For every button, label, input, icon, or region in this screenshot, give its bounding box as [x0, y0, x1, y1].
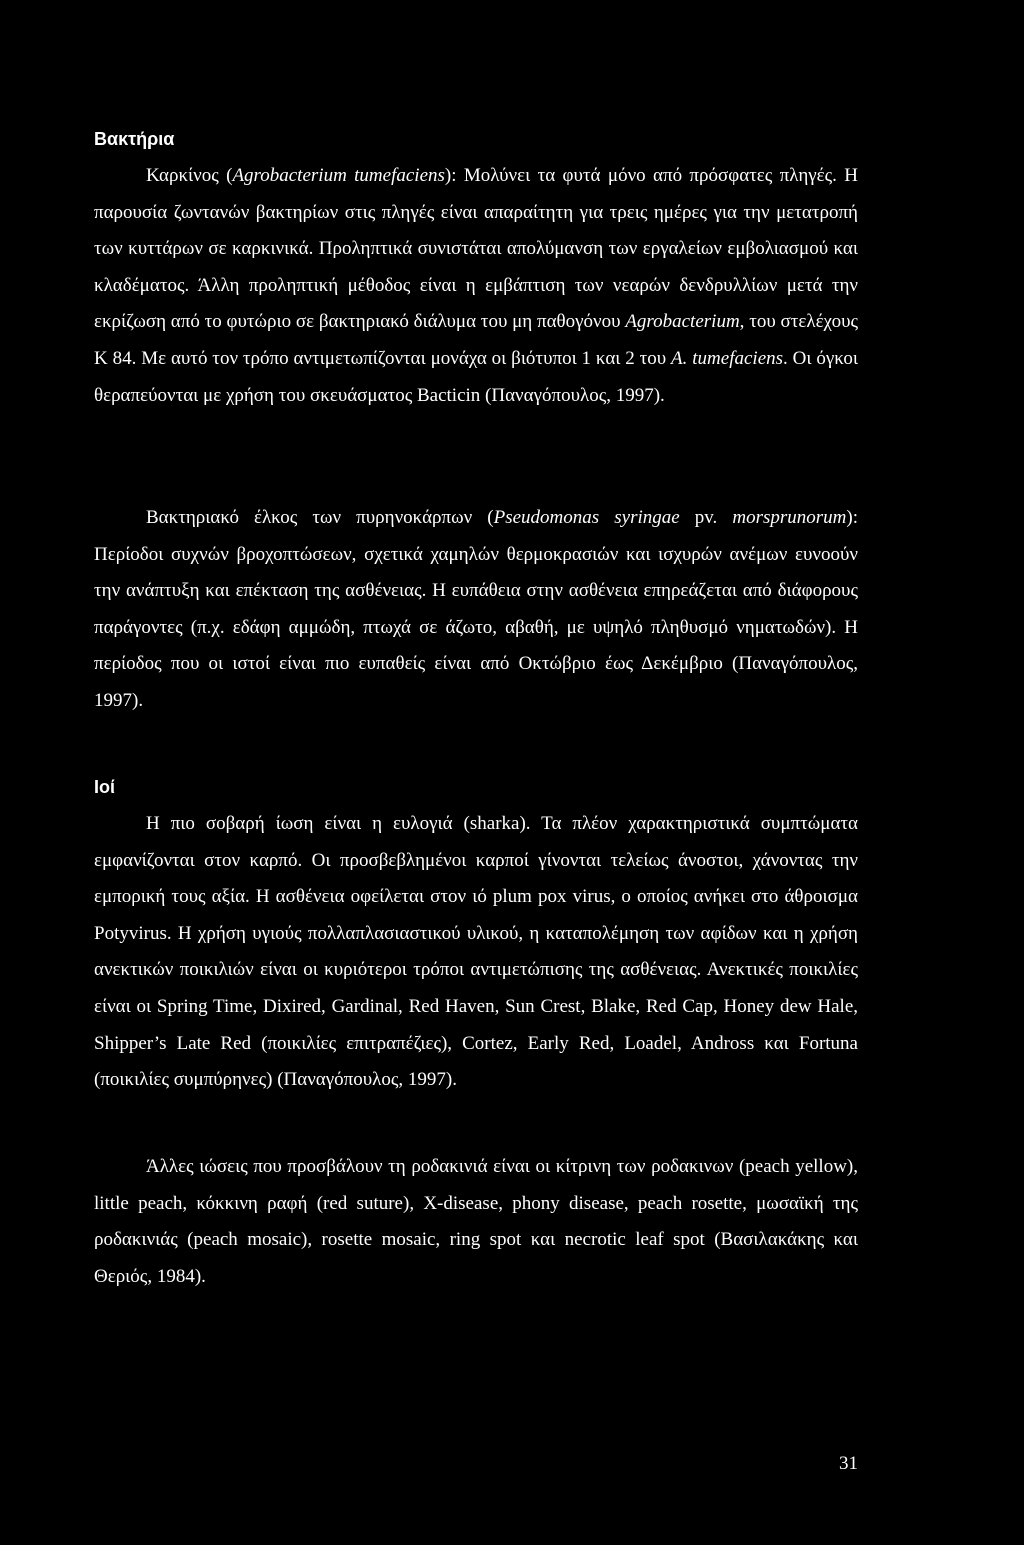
text-run: ): Περίοδοι συχνών βροχοπτώσεων, σχετικά χαμηλών θερμοκρασιών και ισχυρών ανέμων ευνοούν την ανάπτυξη και επέκταση της ασθένειας. Η ευπάθεια στην ασθένεια επηρεάζεται από διάφορους παράγοντες (π.χ. εδάφη αμμώδη, πτωχά σε άζωτο, αβαθή, με υψηλό πληθυσμό νηματωδών). Η περίοδος που οι ιστοί είναι πιο ευπαθείς είναι από Οκτώβριο έως Δεκέμβριο (Παναγόπουλος, 1997).	[94, 507, 858, 711]
italic-text-run: morsprunorum	[732, 507, 847, 528]
text-run: Βακτηριακό έλκος των πυρηνοκάρπων (	[146, 507, 494, 528]
italic-text-run: Pseudomonas syringae	[493, 507, 680, 528]
italic-text-run: Agrobacterium	[625, 311, 740, 333]
text-run: ): Μολύνει τα φυτά μόνο από πρόσφατες πληγές. Η παρουσία ζωντανών βακτηρίων στις πληγές είναι απαραίτητη για τρεις ημέρες για την μετατροπή των κυττάρων σε καρκινικά. Προληπτικά συνιστάται απολύμανση των εργαλείων εμβολιασμού και κλαδέματος. Άλλη προληπτική μέθοδος είναι η εμβάπτιση των νεαρών δενδρυλλίων μετά την εκρίζωση από το φυτώριο σε βακτηριακό διάλυμα του μη παθογόνου	[94, 165, 858, 333]
text-run: pv.	[679, 507, 733, 528]
paragraph-crown-gall	[94, 158, 858, 414]
text-run: Καρκίνος (	[146, 165, 233, 186]
italic-text-run: A. tumefaciens	[671, 347, 784, 369]
heading-viruses: Ιοί	[94, 777, 115, 797]
page-number: 31	[839, 1453, 858, 1474]
text-run: Άλλες ιώσεις που προσβάλουν τη ροδακινιά είναι οι κίτρινη των ροδακινων (peach yellow), little peach, κόκκινη ραφή (red suture), X-disease, phony disease, peach rosette, μωσαϊκή της ροδακινιάς (peach mosaic), rosette mosaic, ring spot και necrotic leaf spot (Βασιλακάκης και Θεριός, 1984).	[94, 1156, 858, 1287]
paragraph-other-viruses	[94, 1149, 858, 1295]
text-run: . Οι όγκοι θεραπεύονται με χρήση του σκευάσματος Bacticin (Παναγόπουλος, 1997).	[94, 347, 859, 406]
text-run: Η πιο σοβαρή ίωση είναι η ευλογιά (sharka). Τα πλέον χαρακτηριστικά συμπτώματα εμφανίζονται στον καρπό. Οι προσβεβλημένοι καρποί γίνονται τελείως άνοστοι, χάνοντας την εμπορική τους αξία. Η ασθένεια οφείλεται στον ιό plum pox virus, ο οποίος ανήκει στο άθροισμα Potyvirus. Η χρήση υγιούς πολλαπλασιαστικού υλικού, η καταπολέμηση των αφίδων και η χρήση ανεκτικών ποικιλιών είναι οι κυριότεροι τρόποι αντιμετώπισης της ασθένειας. Ανεκτικές ποικιλίες είναι οι Spring Time, Dixired, Gardinal, Red Haven, Sun Crest, Blake, Red Cap, Honey dew Hale, Shipper’s Late Red (ποικιλίες επιτραπέζιες), Cortez, Early Red, Loadel, Andross και Fortuna (ποικιλίες συμπύρηνες) (Παναγόπουλος, 1997).	[94, 813, 858, 1091]
italic-text-run: Agrobacterium tumefaciens	[232, 165, 445, 186]
paragraph-bacterial-canker	[94, 500, 858, 720]
paragraph-sharka	[94, 806, 858, 1099]
heading-bacteria: Βακτήρια	[94, 129, 175, 149]
text-run: , του στελέχους K 84. Με αυτό τον τρόπο αντιμετωπίζονται μονάχα οι βιότυποι 1 και 2 του	[94, 311, 858, 369]
